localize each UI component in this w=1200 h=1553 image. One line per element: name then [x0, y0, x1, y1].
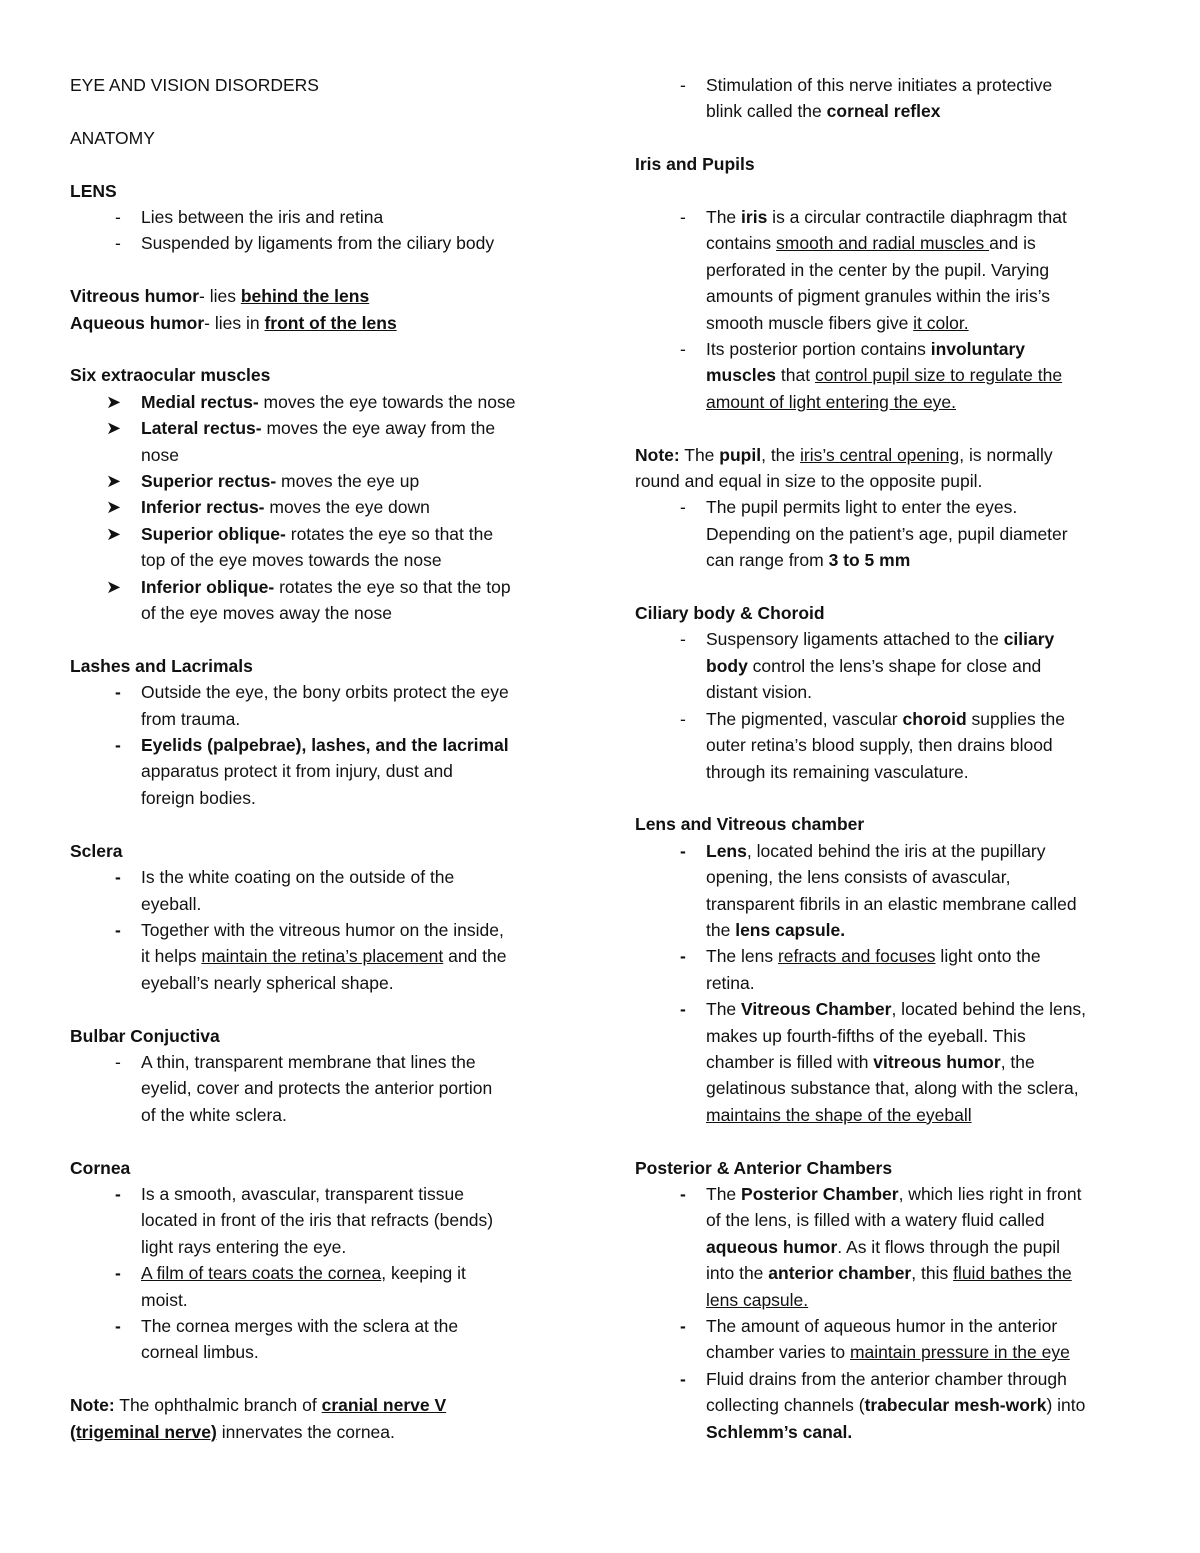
list-item: ➤ Inferior oblique- rotates the eye so that the top of the eye moves away the nose	[70, 574, 570, 627]
list-item: - The cornea merges with the sclera at the corneal limbus.	[115, 1315, 459, 1363]
list-item: - The Posterior Chamber, which lies right in front of the lens, is filled with a watery fluid called aqueous humor. As it flows through the pupil into the anterior chamber, this fluid bathes the lens capsule.	[680, 1183, 1082, 1310]
section-heading-iris: Iris and Pupils	[635, 154, 755, 175]
aqueous-humor-line: Aqueous humor- lies in front of the lens	[70, 312, 397, 333]
list-item: - Fluid drains from the anterior chamber through collecting channels (trabecular mesh-work) into Schlemm’s canal.	[680, 1368, 1086, 1442]
arrow-bullet-icon: ➤	[106, 391, 122, 412]
list-item: - Is the white coating on the outside of the eyeball.	[115, 867, 455, 914]
right-column: - Stimulation of this nerve initiates a protective blink called the corneal reflex Iris and Pupils - The iris is a circular contractile diaphragm that contains smooth and radial muscles and is perforated in the center by the pupil. Varying amounts of pigment granules within the iris’s smooth muscle fibers give it color. - Its posterior portion contains involuntary muscles that control pupil size to regulate the amount of light entering the eye. Note: The pupil, the iris’s central opening, is normally round and equal in size to the opposite pupil. - The pupil permits light to enter the eyes. Depending on the patient’s age, pupil diameter can range from 3 to 5 mm Ciliary body & Choroid - Suspensory ligaments attached to the ciliary body control the lens’s shape for close and distant vision. - The pigmented, vascular choroid supplies the outer retina’s blood supply, then drains blood through its remaining vasculature. Lens and Vitreous chamber - Lens, located behind the iris at the pupillary opening, the lens consists of avascular, transparent fibrils in an elastic membrane called the lens capsule. - The lens refracts and focuses light onto the retina. - The Vitreous Chamber, located behind the lens, makes up fourth-fifths of the eyeball. This chamber is filled with vitreous humor, the gelatinous substance that, along with the sclera, maintains the shape of the eyeball Posterior & Anterior Chambers - The Posterior Chamber, which lies right in front of the lens, is filled with a watery fluid called aqueous humor. As it flows through the pupil into the anterior chamber, this fluid bathes the lens capsule. - The amount of aqueous humor in the anterior chamber varies to maintain pressure in the eye - Fluid drains from the anterior chamber through collecting channels (trabecular mesh-work) into Schlemm’s canal.	[635, 72, 1135, 1445]
list-item: - A thin, transparent membrane that lines the eyelid, cover and protects the anterior portion of the white sclera.	[115, 1051, 493, 1125]
arrow-bullet-icon: ➤	[106, 471, 122, 492]
section-heading-vitreous: Lens and Vitreous chamber	[635, 814, 865, 835]
list-item: - The pigmented, vascular choroid supplies the outer retina’s blood supply, then drains blood through its remaining vasculature.	[680, 708, 1065, 782]
list-item: - Stimulation of this nerve initiates a protective blink called the corneal reflex	[680, 75, 1053, 122]
list-item: - The iris is a circular contractile diaphragm that contains smooth and radial muscles and is perforated in the center by the pupil. Varying amounts of pigment granules within the iris’s smooth muscle fibers give it color.	[680, 207, 1067, 333]
section-heading-anatomy: ANATOMY	[70, 127, 155, 148]
list-item: - The amount of aqueous humor in the anterior chamber varies to maintain pressure in the eye	[680, 1316, 1070, 1363]
section-heading-lashes: Lashes and Lacrimals	[70, 655, 253, 676]
section-heading-cornea: Cornea	[70, 1157, 131, 1178]
arrow-bullet-icon: ➤	[106, 576, 122, 597]
section-heading-chambers: Posterior & Anterior Chambers	[635, 1157, 893, 1178]
list-item: - Is a smooth, avascular, transparent tissue located in front of the iris that refracts (bends) light rays entering the eye.	[115, 1183, 494, 1257]
arrow-bullet-icon: ➤	[106, 418, 122, 439]
list-item: ➤ Medial rectus- moves the eye towards the nose	[70, 389, 570, 415]
note-cranial-nerve: Note: The ophthalmic branch of cranial nerve V	[70, 1395, 447, 1416]
arrow-bullet-icon: ➤	[106, 523, 122, 544]
list-item: - Outside the eye, the bony orbits protect the eye from trauma.	[115, 682, 509, 729]
list-item: - The pupil permits light to enter the eyes. Depending on the patient’s age, pupil diameter can range from 3 to 5 mm	[680, 497, 1068, 571]
section-heading-muscles: Six extraocular muscles	[70, 365, 271, 386]
note-pupil: Note: The pupil, the iris’s central opening, is normally	[635, 444, 1053, 465]
list-item: - Together with the vitreous humor on the inside, it helps maintain the retina’s placement and the eyeball’s nearly spherical shape.	[115, 919, 507, 993]
section-heading-sclera: Sclera	[70, 840, 123, 861]
list-item: - The lens refracts and focuses light onto the retina.	[680, 946, 1041, 993]
list-item: - Suspended by ligaments from the ciliary body	[115, 233, 495, 254]
document-title: EYE AND VISION DISORDERS	[70, 75, 319, 95]
list-item: ➤ Inferior rectus- moves the eye down	[70, 494, 570, 520]
section-heading-ciliary: Ciliary body & Choroid	[635, 603, 825, 624]
section-heading-lens: LENS	[70, 180, 117, 201]
vitreous-humor-line: Vitreous humor- lies behind the lens	[70, 286, 370, 307]
list-item: - The Vitreous Chamber, located behind the lens, makes up fourth-fifths of the eyeball. This chamber is filled with vitreous humor, the gelatinous substance that, along with the sclera, maintains the shape of the eyeball	[680, 999, 1087, 1125]
list-item: ➤ Superior rectus- moves the eye up	[70, 468, 570, 494]
arrow-bullet-icon: ➤	[106, 497, 122, 518]
section-heading-conjunctiva: Bulbar Conjuctiva	[70, 1025, 220, 1046]
list-item: - Its posterior portion contains involuntary muscles that control pupil size to regulate the amount of light entering the eye.	[680, 339, 1063, 412]
list-item: - Eyelids (palpebrae), lashes, and the lacrimal apparatus protect it from injury, dust and foreign bodies.	[115, 735, 509, 808]
list-item: - Suspensory ligaments attached to the ciliary body control the lens’s shape for close and distant vision.	[680, 629, 1055, 703]
list-item: ➤ Lateral rectus- moves the eye away from the nose	[70, 415, 570, 468]
list-item: - Lens, located behind the iris at the pupillary opening, the lens consists of avascular, transparent fibrils in an elastic membrane called the lens capsule.	[680, 840, 1077, 940]
left-column: EYE AND VISION DISORDERS ANATOMY LENS - Lies between the iris and retina - Suspended by ligaments from the ciliary body Vitreous humor- lies behind the lens Aqueous humor- lies in front of the lens Six extraocular muscles ➤ Medial rectus- moves the eye towards the nose ➤ Lateral rectus- moves the eye away from the nose ➤ Superior rectus- moves the eye up ➤ Inferior rectus- moves the eye down ➤ Superior oblique- rotates the eye so that the top of the eye moves towards the nose ➤ Inferior oblique- rotates the eye so that the top of the eye moves away the nose Lashes and Lacrimals - Outside the eye, the bony orbits protect the eye from trauma. - Eyelids (palpebrae), lashes, and the lacrimal apparatus protect it from injury, dust and foreign bodies. Sclera - Is the white coating on the outside of the eyeball. - Together with the vitreous humor on the inside, it helps maintain the retina’s placement and the eyeball’s nearly spherical shape. Bulbar Conjuctiva - A thin, transparent membrane that lines the eyelid, cover and protects the anterior portion of the white sclera. Cornea - Is a smooth, avascular, transparent tissue located in front of the iris that refracts (bends) light rays entering the eye. - A film of tears coats the cornea, keeping it moist. - The cornea merges with the sclera at the corneal limbus. Note: The ophthalmic branch of cranial nerve V (trigeminal nerve) innervates the cornea.	[70, 72, 570, 1445]
list-item: ➤ Superior oblique- rotates the eye so that the top of the eye moves towards the nose	[70, 521, 570, 574]
list-item: - Lies between the iris and retina	[115, 207, 384, 227]
list-item: - A film of tears coats the cornea, keeping it moist.	[115, 1263, 466, 1310]
